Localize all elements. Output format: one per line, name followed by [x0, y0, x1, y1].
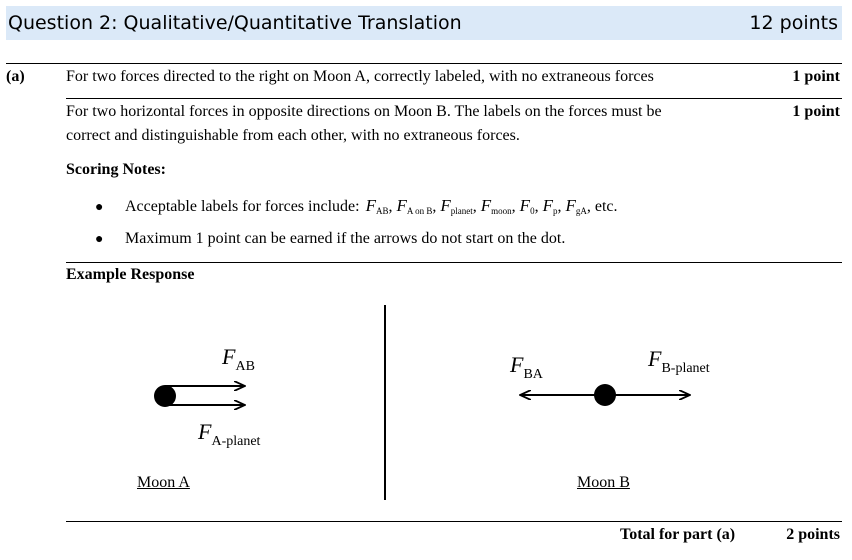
question-title: Question 2: Qualitative/Quantitative Translation	[8, 12, 462, 34]
total-points: 2 points	[786, 526, 840, 543]
divider-bottom	[66, 521, 842, 522]
example-heading: Example Response	[66, 266, 195, 283]
note-2-text: Maximum 1 point can be earned if the arrows do not start on the dot.	[125, 230, 566, 247]
criterion-1-points: 1 point	[792, 68, 840, 85]
moon-a-force-top-label: FAB	[222, 344, 255, 374]
moon-a-dot	[154, 385, 176, 407]
note-1-suffix: etc.	[594, 198, 618, 215]
moon-b-force-right-label: FB-planet	[648, 346, 710, 376]
moon-b-label: Moon B	[577, 474, 630, 491]
force-label-item: $F_0$,	[519, 196, 539, 216]
moon-b-force-left-label: FBA	[510, 352, 543, 382]
total-label: Total for part (a)	[620, 526, 736, 543]
force-label-item: $F_{A on B}$,	[396, 196, 437, 216]
force-label-item: $F_{gA}$,	[565, 196, 591, 216]
criterion-2-line2: correct and distinguishable from each other, with no extraneous forces.	[66, 127, 520, 144]
question-points: 12 points	[749, 12, 838, 34]
moon-a-label: Moon A	[137, 474, 190, 491]
bullet-icon: ●	[95, 200, 104, 215]
part-label: (a)	[6, 68, 25, 85]
bullet-icon: ●	[95, 232, 104, 247]
criterion-2-points: 1 point	[792, 103, 840, 120]
criterion-2-line1: For two horizontal forces in opposite directions on Moon B. The labels on the forces must be	[66, 103, 662, 120]
force-label-item: $F_p$,	[542, 196, 562, 216]
scoring-notes-heading: Scoring Notes:	[66, 161, 166, 178]
moon-a-force-bottom-label: FA-planet	[198, 419, 261, 449]
force-label-item: $F_{AB}$,	[365, 196, 393, 216]
criterion-1-text: For two forces directed to the right on Moon A, correctly labeled, with no extraneous forces	[66, 68, 654, 85]
force-label-item: $F_{moon}$,	[480, 196, 516, 216]
force-label-item: $F_{planet}$,	[440, 196, 477, 216]
note-1-prefix: Acceptable labels for forces include:	[125, 198, 360, 215]
